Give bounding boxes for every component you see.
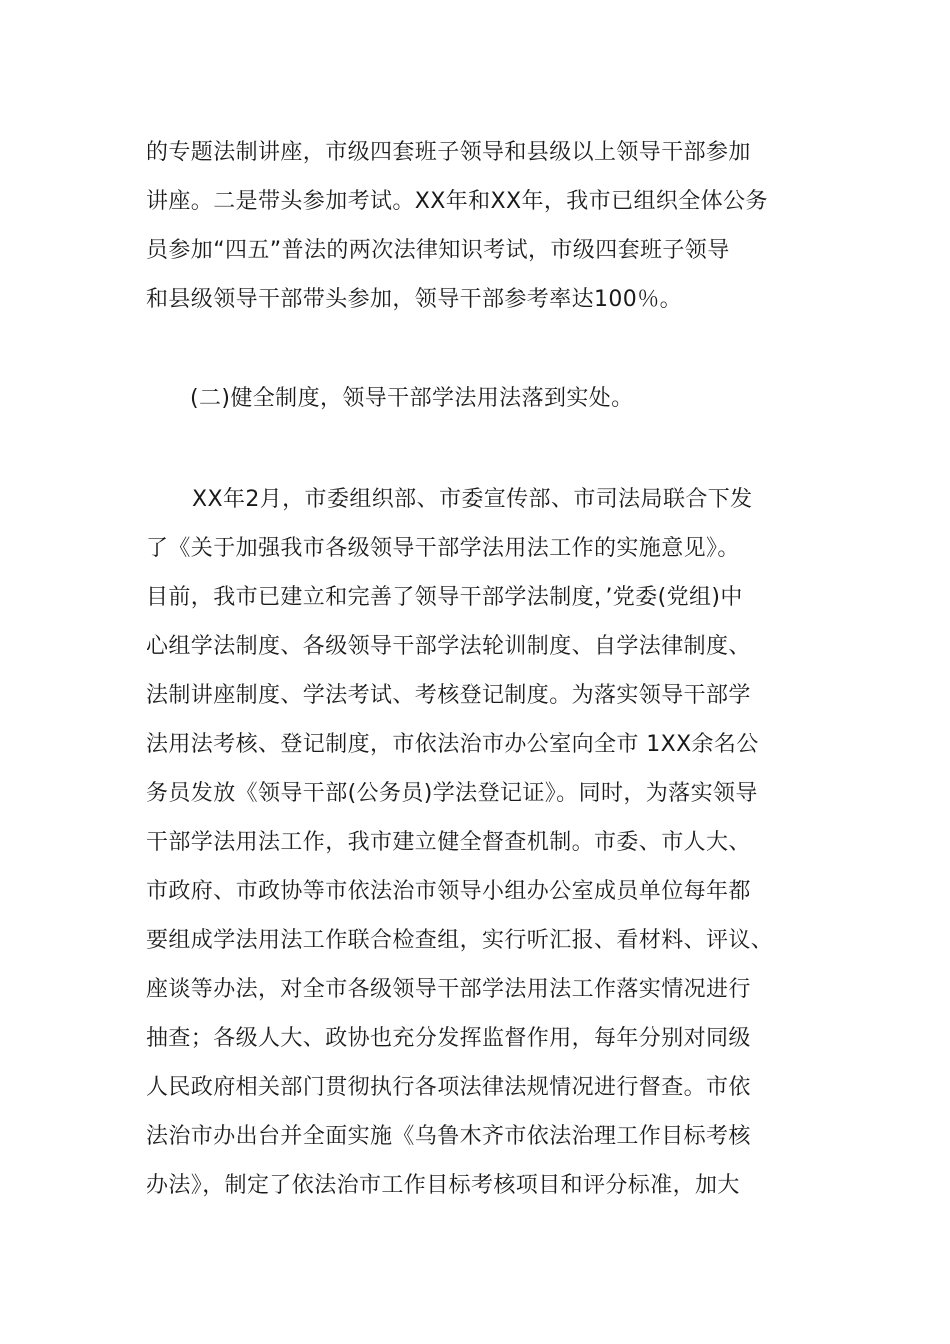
text-line: 和县级领导干部带头参加，领导干部参考率达100％。 xyxy=(146,287,682,312)
text-line: 法用法考核、登记制度，市依法治市办公室向全市 1XX余名公 xyxy=(146,732,759,757)
text-line: 讲座。二是带头参加考试。XX年和XX年，我市已组织全体公务 xyxy=(146,189,768,214)
text-line: 法制讲座制度、学法考试、考核登记制度。为落实领导干部学 xyxy=(146,683,751,708)
text-line: 市政府、市政协等市依法治市领导小组办公室成员单位每年都 xyxy=(146,879,751,904)
text-line: 目前，我市已建立和完善了领导干部学法制度，’党委(党组)中 xyxy=(146,585,743,610)
text-line: 干部学法用法工作，我市建立健全督查机制。市委、市人大、 xyxy=(146,830,751,855)
section-heading: (二)健全制度，领导干部学法用法落到实处。 xyxy=(190,386,634,411)
text-line: 了《关于加强我市各级领导干部学法用法工作的实施意见》。 xyxy=(146,536,740,561)
text-line: 抽查；各级人大、政协也充分发挥监督作用，每年分别对同级 xyxy=(146,1026,751,1051)
text-line: 办法》，制定了依法治市工作目标考核项目和评分标准，加大 xyxy=(146,1173,740,1198)
text-line: 人民政府相关部门贯彻执行各项法律法规情况进行督查。市依 xyxy=(146,1075,751,1100)
text-line: 法治市办出台并全面实施《乌鲁木齐市依法治理工作目标考核 xyxy=(146,1124,751,1149)
text-line: 座谈等办法，对全市各级领导干部学法用法工作落实情况进行 xyxy=(146,977,751,1002)
section-heading-block xyxy=(146,374,826,423)
text-line: 务员发放《领导干部(公务员)学法登记证》。同时，为落实领导 xyxy=(146,781,758,806)
text-line: 员参加“四五”普法的两次法律知识考试，市级四套班子领导 xyxy=(146,238,730,263)
paragraph-continued xyxy=(146,128,826,324)
paragraph-body xyxy=(146,475,826,1210)
text-line: 的专题法制讲座，市级四套班子领导和县级以上领导干部参加 xyxy=(146,140,751,165)
text-line: 心组学法制度、各级领导干部学法轮训制度、自学法律制度、 xyxy=(146,634,751,659)
text-line: 要组成学法用法工作联合检查组，实行听汇报、看材料、评议、 xyxy=(146,928,774,953)
text-line: XX年2月，市委组织部、市委宣传部、市司法局联合下发 xyxy=(192,487,753,512)
